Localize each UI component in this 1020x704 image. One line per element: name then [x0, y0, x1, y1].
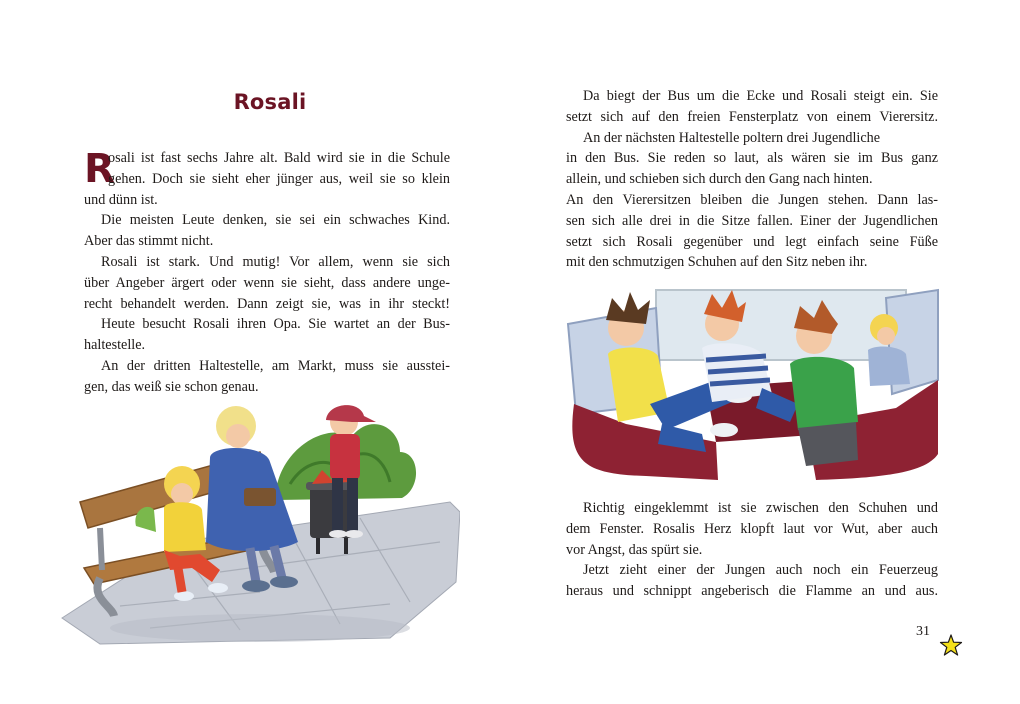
- drop-cap: R: [84, 146, 115, 192]
- text-line: An der dritten Haltestelle, am Markt, muss sie ausstei-: [101, 357, 450, 374]
- text-line: allein, und schieben sich durch den Gang nach hinten.: [566, 171, 873, 188]
- text-line: Rosali ist stark. Und mutig! Vor allem, wenn sie sich: [101, 253, 450, 270]
- text-line: gehen. Doch sie sieht eher jünger aus, weil sie so klein: [108, 170, 450, 187]
- bus-seats-illustration: [566, 284, 952, 484]
- text-line: An der nächsten Haltestelle poltern drei Jugendliche: [583, 129, 881, 146]
- text-line: An den Vierersitzen bleiben die Jungen stehen. Dann las-: [566, 191, 938, 208]
- text-line: vor Angst, das spürt sie.: [566, 541, 703, 558]
- text-line: gen, das weiß sie schon genau.: [84, 378, 259, 395]
- text-line: setzt sich auf den freien Fensterplatz von einem Vierersitz.: [566, 108, 938, 125]
- page-title: Rosali: [233, 90, 307, 114]
- bus-stop-illustration: [60, 392, 460, 650]
- text-line: sen sich alle drei in die Sitze fallen. Einer der Jugendlichen: [566, 212, 938, 229]
- left-text-block: [84, 148, 450, 398]
- text-line: über Angeber ärgert oder wenn sie sieht, dass andere unge-: [84, 274, 450, 291]
- text-line: Richtig eingeklemmt ist sie zwischen den Schuhen und: [583, 500, 938, 516]
- text-line: Die meisten Leute denken, sie sei ein schwaches Kind.: [101, 212, 450, 229]
- text-line: heraus und schnippt angeberisch die Flamme an und aus.: [566, 583, 938, 600]
- text-line: Da biegt der Bus um die Ecke und Rosali steigt ein. Sie: [583, 88, 938, 104]
- text-line: mit den schmutzigen Schuhen auf den Sitz neben ihr.: [566, 254, 868, 271]
- text-line: haltestelle.: [84, 337, 146, 354]
- text-line: und dünn ist.: [84, 191, 158, 208]
- text-line: Jetzt zieht einer der Jungen auch noch ein Feuerzeug: [583, 562, 938, 579]
- right-page: [510, 0, 1020, 704]
- text-line: osali ist fast sechs Jahre alt. Bald wird sie in die Schule: [108, 150, 450, 166]
- text-line: Heute besucht Rosali ihren Opa. Sie wartet an der Bus-: [101, 316, 450, 333]
- page-number: 31: [916, 624, 930, 639]
- text-line: recht behandelt werden. Dann zeigt sie, was in ihr steckt!: [84, 295, 450, 312]
- text-line: setzt sich Rosali gegenüber und legt einfach seine Füße: [566, 233, 938, 250]
- text-line: in den Bus. Sie reden so laut, als wären sie im Bus ganz: [566, 150, 938, 167]
- text-line: dem Fenster. Rosalis Herz klopft laut vor Wut, aber auch: [566, 520, 938, 537]
- right-text-block-bottom: [566, 498, 938, 602]
- star-icon: [939, 634, 963, 658]
- text-line: Aber das stimmt nicht.: [84, 233, 214, 250]
- right-text-block-top: [566, 86, 938, 273]
